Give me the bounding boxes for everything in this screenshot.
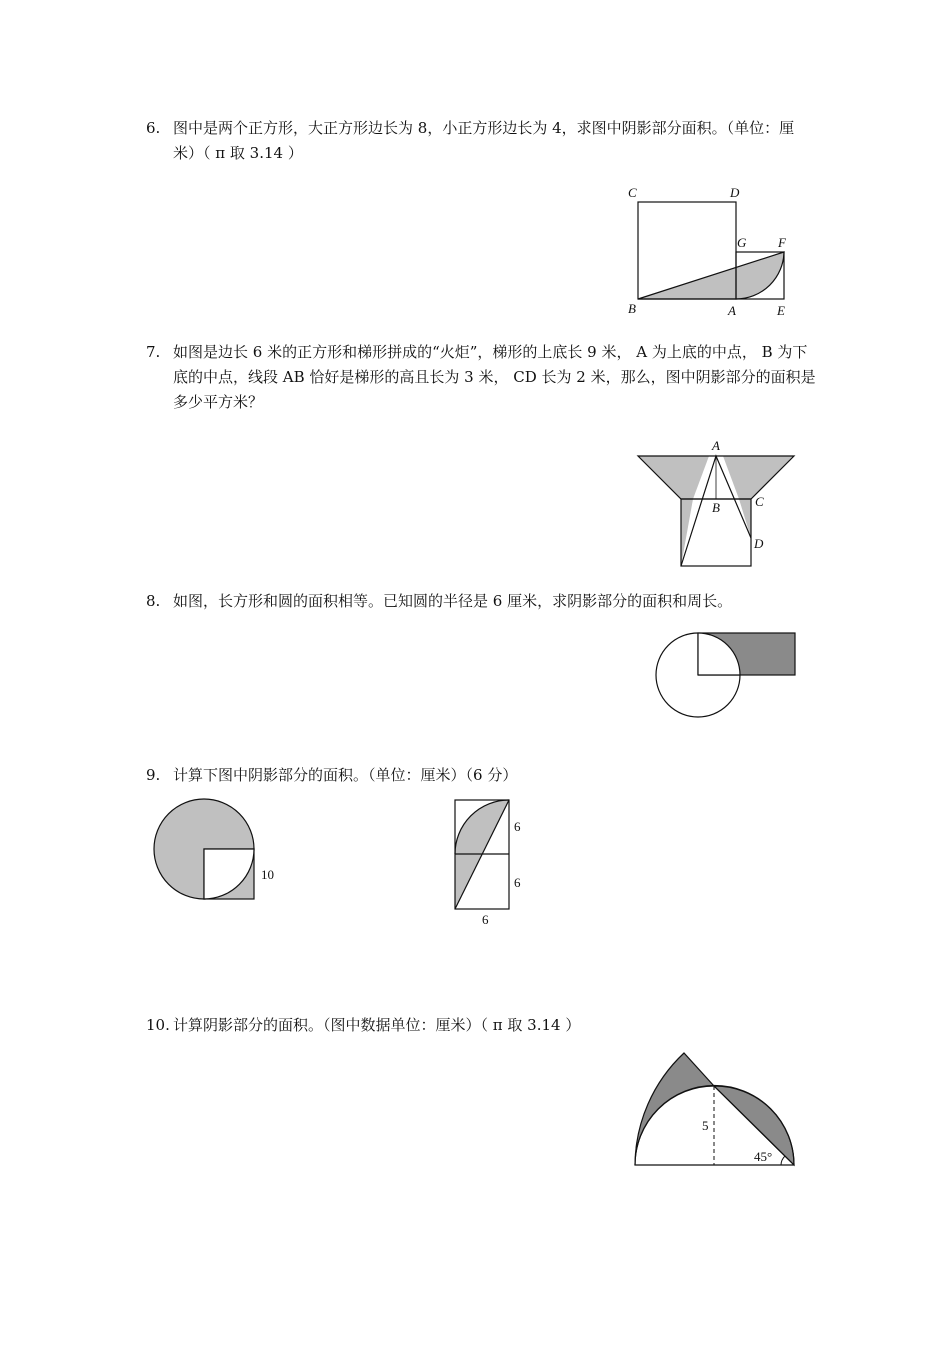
top-label: 6 [514, 819, 521, 834]
label-C: C [755, 494, 764, 509]
figure-q9a [150, 795, 290, 905]
figure-q8 [650, 625, 810, 725]
figure-q10 [630, 1045, 810, 1175]
figure-q6 [620, 180, 800, 320]
label-E: E [777, 303, 785, 318]
question-8 [146, 589, 816, 614]
question-text: 图中是两个正方形，大正方形边长为 8，小正方形边长为 4，求图中阴影部分面积。（单位：厘米）（ π 取 3.14 ） [173, 119, 795, 162]
figure-q7 [630, 436, 810, 576]
question-number: 8. [146, 592, 161, 610]
shaded-left [635, 1053, 714, 1165]
label-F: F [778, 235, 786, 250]
question-text: 计算阴影部分的面积。（图中数据单位：厘米）（ π 取 3.14 ） [173, 1016, 581, 1034]
shaded-trapezoid-left [638, 456, 709, 499]
question-text: 如图，长方形和圆的面积相等。已知圆的半径是 6 厘米，求阴影部分的面积和周长。 [173, 592, 733, 610]
question-9 [146, 763, 816, 788]
angle-arc [781, 1156, 785, 1165]
shaded-region [638, 252, 784, 299]
bottom-label: 6 [482, 912, 489, 927]
label-A: A [712, 438, 720, 453]
question-10 [146, 1013, 816, 1038]
question-text: 计算下图中阴影部分的面积。（单位：厘米）（6 分） [173, 766, 518, 784]
angle-label: 45° [754, 1149, 773, 1164]
mid-label: 6 [514, 875, 521, 890]
label-B: B [712, 500, 720, 515]
question-6 [146, 116, 816, 166]
question-number: 7. [146, 343, 161, 361]
label-B: B [628, 301, 636, 316]
question-text: 如图是边长 6 米的正方形和梯形拼成的“火炬”，梯形的上底长 9 米， A 为上底的中点， B 为下底的中点，线段 AB 恰好是梯形的高且长为 3 米， CD 长为 2 米，那么，图中阴影部分的面积是多少平方米？ [173, 343, 816, 411]
label-C: C [628, 185, 637, 200]
question-number: 9. [146, 766, 161, 784]
shaded-right-triangle [739, 499, 751, 538]
question-number: 10. [146, 1016, 170, 1034]
shaded-upper [455, 800, 509, 854]
side-label: 10 [261, 867, 274, 882]
label-G: G [737, 235, 747, 250]
shaded-trapezoid-right [723, 456, 794, 499]
label-D: D [730, 185, 740, 200]
figure-q9b [450, 795, 540, 930]
question-7 [146, 340, 816, 415]
label-A: A [728, 303, 736, 318]
question-number: 6. [146, 119, 161, 137]
label-D: D [754, 536, 764, 551]
height-label: 5 [702, 1118, 709, 1133]
